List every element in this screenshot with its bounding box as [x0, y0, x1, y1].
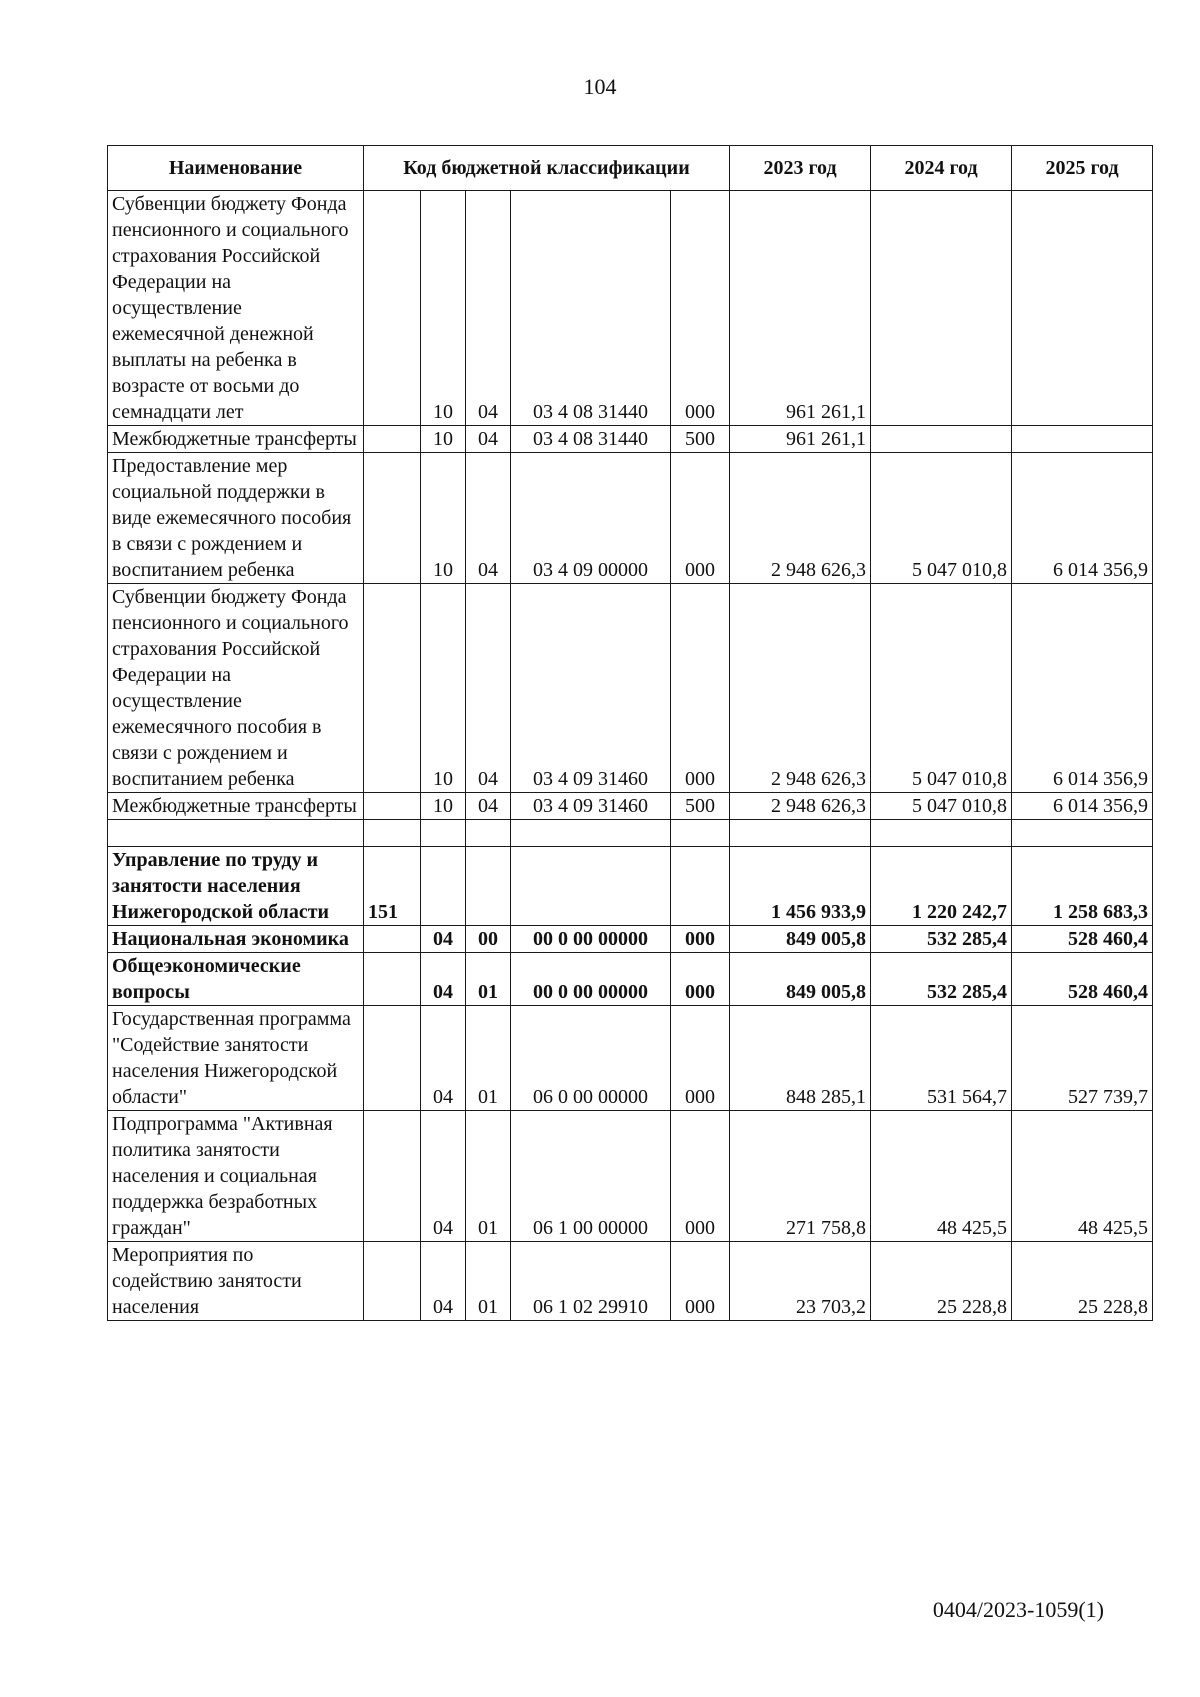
row-name [108, 820, 364, 847]
row-vr: 000 [671, 1111, 730, 1242]
row-2025 [1012, 426, 1153, 453]
row-pr: 04 [466, 191, 511, 426]
row-rz: 04 [421, 926, 466, 953]
row-rz: 04 [421, 1242, 466, 1321]
table-row [108, 426, 1153, 453]
row-2023: 2 948 626,3 [730, 793, 871, 820]
row-name: Межбюджетные трансферты [108, 426, 364, 453]
row-name: Субвенции бюджету Фонда пенсионного и социального страхования Российской Федерации на осуществление ежемесячного пособия в связи с рождением и воспитанием ребенка [108, 584, 364, 793]
row-2025: 6 014 356,9 [1012, 453, 1153, 584]
row-vr [671, 820, 730, 847]
row-2025: 6 014 356,9 [1012, 793, 1153, 820]
row-2023: 1 456 933,9 [730, 847, 871, 926]
row-2023: 271 758,8 [730, 1111, 871, 1242]
row-2023: 848 285,1 [730, 1006, 871, 1111]
row-vr: 000 [671, 1242, 730, 1321]
row-pr [466, 847, 511, 926]
row-pr: 00 [466, 926, 511, 953]
table-row [108, 1242, 1153, 1321]
row-vr: 000 [671, 453, 730, 584]
table-row [108, 793, 1153, 820]
row-grbs [364, 1111, 421, 1242]
row-rz [421, 847, 466, 926]
header-2024: 2024 год [871, 146, 1012, 191]
page-number: 104 [583, 74, 617, 99]
row-rz: 10 [421, 426, 466, 453]
document-code: 0404/2023-1059(1) [932, 1597, 1104, 1622]
row-2024: 5 047 010,8 [871, 453, 1012, 584]
row-2025: 48 425,5 [1012, 1111, 1153, 1242]
row-rz: 10 [421, 793, 466, 820]
table-header-row [108, 146, 1153, 191]
row-csr: 03 4 09 31460 [511, 793, 671, 820]
row-grbs [364, 926, 421, 953]
table-row [108, 453, 1153, 584]
row-vr: 000 [671, 191, 730, 426]
row-csr: 03 4 09 00000 [511, 453, 671, 584]
table-row-empty [108, 820, 1153, 847]
row-rz: 04 [421, 1111, 466, 1242]
row-2024: 531 564,7 [871, 1006, 1012, 1111]
row-pr: 01 [466, 953, 511, 1006]
table-row [108, 584, 1153, 793]
row-2024: 25 228,8 [871, 1242, 1012, 1321]
row-2024: 532 285,4 [871, 926, 1012, 953]
row-2025: 1 258 683,3 [1012, 847, 1153, 926]
table-row [108, 1006, 1153, 1111]
row-grbs [364, 953, 421, 1006]
row-name: Мероприятия по содействию занятости населения [108, 1242, 364, 1321]
row-2025 [1012, 820, 1153, 847]
row-rz: 10 [421, 191, 466, 426]
row-2023: 2 948 626,3 [730, 584, 871, 793]
row-vr: 500 [671, 426, 730, 453]
row-2024: 5 047 010,8 [871, 584, 1012, 793]
row-grbs [364, 584, 421, 793]
row-pr: 04 [466, 793, 511, 820]
row-2023: 2 948 626,3 [730, 453, 871, 584]
row-2024: 532 285,4 [871, 953, 1012, 1006]
row-csr [511, 820, 671, 847]
row-2024: 5 047 010,8 [871, 793, 1012, 820]
table-row [108, 191, 1153, 426]
row-name: Субвенции бюджету Фонда пенсионного и социального страхования Российской Федерации на осуществление ежемесячной денежной выплаты на ребенка в возрасте от восьми до семнадцати лет [108, 191, 364, 426]
row-rz: 04 [421, 1006, 466, 1111]
row-2025: 527 739,7 [1012, 1006, 1153, 1111]
row-2023: 961 261,1 [730, 191, 871, 426]
row-rz [421, 820, 466, 847]
table-row [108, 926, 1153, 953]
row-2023: 849 005,8 [730, 953, 871, 1006]
row-name: Подпрограмма "Активная политика занятости населения и социальная поддержка безработных граждан" [108, 1111, 364, 1242]
row-name: Межбюджетные трансферты [108, 793, 364, 820]
row-csr [511, 847, 671, 926]
row-rz: 10 [421, 453, 466, 584]
header-2023: 2023 год [730, 146, 871, 191]
row-vr [671, 847, 730, 926]
row-pr: 04 [466, 584, 511, 793]
row-csr: 06 1 00 00000 [511, 1111, 671, 1242]
row-vr: 000 [671, 1006, 730, 1111]
header-name: Наименование [108, 146, 364, 191]
row-csr: 00 0 00 00000 [511, 926, 671, 953]
row-pr: 01 [466, 1006, 511, 1111]
row-2025: 528 460,4 [1012, 953, 1153, 1006]
header-2025: 2025 год [1012, 146, 1153, 191]
row-2025 [1012, 191, 1153, 426]
row-csr: 06 0 00 00000 [511, 1006, 671, 1111]
table-row [108, 1111, 1153, 1242]
row-2024 [871, 426, 1012, 453]
row-csr: 00 0 00 00000 [511, 953, 671, 1006]
row-pr: 01 [466, 1111, 511, 1242]
row-2025: 25 228,8 [1012, 1242, 1153, 1321]
row-2024 [871, 191, 1012, 426]
row-pr: 01 [466, 1242, 511, 1321]
row-2025: 528 460,4 [1012, 926, 1153, 953]
row-2024: 48 425,5 [871, 1111, 1012, 1242]
row-grbs [364, 426, 421, 453]
row-rz: 04 [421, 953, 466, 1006]
row-grbs: 151 [364, 847, 421, 926]
row-name: Управление по труду и занятости населения Нижегородской области [108, 847, 364, 926]
row-name: Государственная программа "Содействие занятости населения Нижегородской области" [108, 1006, 364, 1111]
row-grbs [364, 453, 421, 584]
header-code: Код бюджетной классификации [364, 146, 730, 191]
row-csr: 03 4 08 31440 [511, 426, 671, 453]
row-csr: 03 4 08 31440 [511, 191, 671, 426]
row-2023: 849 005,8 [730, 926, 871, 953]
row-2023 [730, 820, 871, 847]
row-grbs [364, 191, 421, 426]
row-name: Общеэкономические вопросы [108, 953, 364, 1006]
row-name: Предоставление мер социальной поддержки в виде ежемесячного пособия в связи с рождением и воспитанием ребенка [108, 453, 364, 584]
row-csr: 06 1 02 29910 [511, 1242, 671, 1321]
row-pr: 04 [466, 426, 511, 453]
row-2023: 961 261,1 [730, 426, 871, 453]
row-grbs [364, 820, 421, 847]
table-row [108, 847, 1153, 926]
row-grbs [364, 793, 421, 820]
row-csr: 03 4 09 31460 [511, 584, 671, 793]
row-2025: 6 014 356,9 [1012, 584, 1153, 793]
row-2024: 1 220 242,7 [871, 847, 1012, 926]
row-grbs [364, 1006, 421, 1111]
row-grbs [364, 1242, 421, 1321]
row-pr [466, 820, 511, 847]
row-name: Национальная экономика [108, 926, 364, 953]
table-row [108, 953, 1153, 1006]
row-vr: 000 [671, 926, 730, 953]
row-vr: 000 [671, 584, 730, 793]
row-2023: 23 703,2 [730, 1242, 871, 1321]
row-rz: 10 [421, 584, 466, 793]
budget-table [107, 145, 1153, 1321]
row-pr: 04 [466, 453, 511, 584]
row-2024 [871, 820, 1012, 847]
row-vr: 000 [671, 953, 730, 1006]
row-vr: 500 [671, 793, 730, 820]
